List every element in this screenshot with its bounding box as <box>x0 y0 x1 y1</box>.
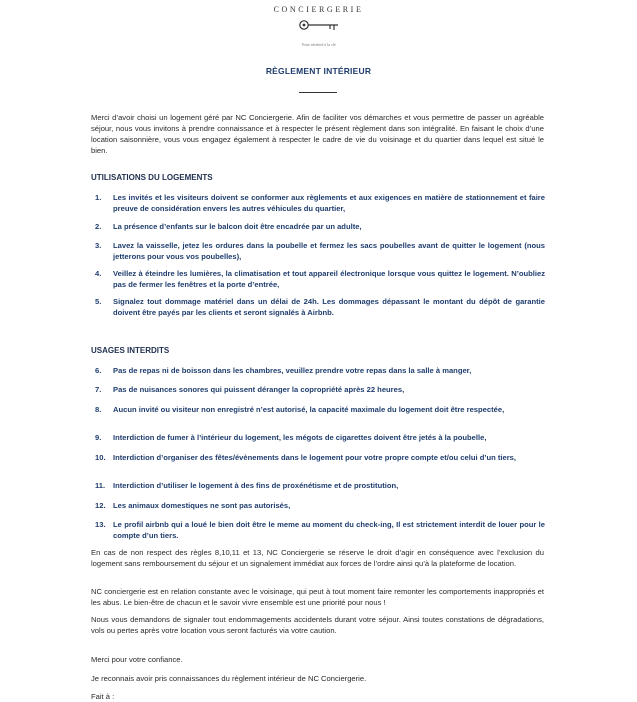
brand-tagline: Votre sérénité à la clé <box>301 42 336 47</box>
key-logo-icon <box>298 18 340 32</box>
rule-text: Interdiction de fumer à l’intérieur du logement, les mégots de cigarettes doivent être jetés à la poubelle, <box>113 433 487 442</box>
rule-text: Les invités et les visiteurs doivent se conformer aux règlements et aux exigences en matière de stationnement et faire preuve de considération envers les autres véhicules du quartier, <box>113 193 545 213</box>
title-divider <box>299 92 337 93</box>
rule-item <box>91 404 545 415</box>
rule-number: 3. <box>95 241 102 250</box>
rule-text: Pas de nuisances sonores qui puissent déranger la copropriété après 22 heures, <box>113 385 405 394</box>
rule-text: Interdiction d’utiliser le logement à des fins de proxénétisme et de prostitution, <box>113 481 399 490</box>
rule-item <box>91 519 545 541</box>
rule-item <box>91 296 545 318</box>
rule-item <box>91 384 545 395</box>
rule-item <box>91 221 545 232</box>
acknowledgement-line: Je reconnais avoir pris connaissances du règlement intérieur de NC Conciergerie. <box>91 674 367 683</box>
rule-text: Interdiction d’organiser des fêtes/évènements dans le logement pour votre propre compte et/ou celui d’un tiers, <box>113 453 516 462</box>
section-heading-usage: UTILISATIONS DU LOGEMENTS <box>91 173 213 182</box>
rule-text: Aucun invité ou visiteur non enregistré n’est autorisé, la capacité maximale du logement doit être respectée, <box>113 405 505 414</box>
rule-number: 13. <box>95 520 106 529</box>
rule-item <box>91 432 545 443</box>
rule-text: Les animaux domestiques ne sont pas autorisés, <box>113 501 291 510</box>
section-heading-forbidden: USAGES INTERDITS <box>91 346 170 355</box>
rule-item <box>91 452 545 463</box>
rule-number: 1. <box>95 193 102 202</box>
rule-text: Signalez tout dommage matériel dans un délai de 24h. Les dommages dépassant le montant du dépôt de garantie doivent être payés par les clients et seront signalés à Airbnb. <box>113 297 545 317</box>
rule-number: 7. <box>95 385 102 394</box>
rule-number: 12. <box>95 501 106 510</box>
neighbourhood-paragraph: NC conciergerie est en relation constante avec le voisinage, qui peut à tout moment faire remonter les comportements inappropriés et les abus. Le bien-être de chacun et le savoir vivre ensemble est une priorité pour nous ! <box>91 587 544 607</box>
damages-paragraph: Nous vous demandons de signaler tout endommagements accidentels durant votre séjour. Ainsi toutes constations de dégradations, vols ou pertes après votre location vous seront facturés via votre caution. <box>91 615 544 635</box>
document-title: RÈGLEMENT INTÉRIEUR <box>265 66 372 76</box>
thanks-line: Merci pour votre confiance. <box>91 655 183 664</box>
intro-paragraph: Merci d’avoir choisi un logement géré par NC Conciergerie. Afin de faciliter vos démarches et vous permettre de passer un agréable séjour, nous vous invitons à prendre connaissance et à respecter le présent règlement dans son intégralité. En faisant le choix d’une location saisonnière, vous vous engagez également à respecter le cadre de vie du voisinage et du quartier dans lequel est situé le bien. <box>91 113 544 155</box>
rule-item <box>91 192 545 214</box>
rule-number: 2. <box>95 222 102 231</box>
rule-text: La présence d’enfants sur le balcon doit être encadrée par un adulte, <box>113 222 362 231</box>
rule-item <box>91 240 545 262</box>
rule-number: 8. <box>95 405 102 414</box>
rule-number: 6. <box>95 366 102 375</box>
rule-item <box>91 268 545 290</box>
rule-item <box>91 365 545 376</box>
rule-number: 4. <box>95 269 102 278</box>
brand-name: CONCIERGERIE <box>273 5 364 14</box>
rule-text: Le profil airbnb qui a loué le bien doit être le meme au moment du check-ing, Il est strictement interdit de louer pour le compte d’un tiers. <box>113 520 545 540</box>
rule-number: 5. <box>95 297 102 306</box>
rule-text: Pas de repas ni de boisson dans les chambres, veuillez prendre votre repas dans la salle à manger, <box>113 366 472 375</box>
rule-text: Veillez à éteindre les lumières, la climatisation et tout appareil électronique lorsque vous quittez le logement. N’oubliez pas de fermer les fenêtres et la porte d’entrée, <box>113 269 545 289</box>
rule-number: 11. <box>95 481 106 490</box>
rule-item <box>91 480 545 491</box>
rule-item <box>91 500 545 511</box>
rule-text: Lavez la vaisselle, jetez les ordures dans la poubelle et fermez les sacs poubelles avant de quitter le logement (nous jetterons pour vous vos poubelles), <box>113 241 545 261</box>
signature-place-line: Fait à : <box>91 692 115 701</box>
sanctions-paragraph: En cas de non respect des règles 8,10,11 et 13, NC Conciergerie se réserve le droit d’agir en conséquence avec l’exclusion du logement sans remboursement du séjour et un signalement immédiat aux forces de l’ordre ainsi qu’à la plateforme de location. <box>91 548 544 568</box>
rule-number: 10. <box>95 453 106 462</box>
rule-number: 9. <box>95 433 102 442</box>
